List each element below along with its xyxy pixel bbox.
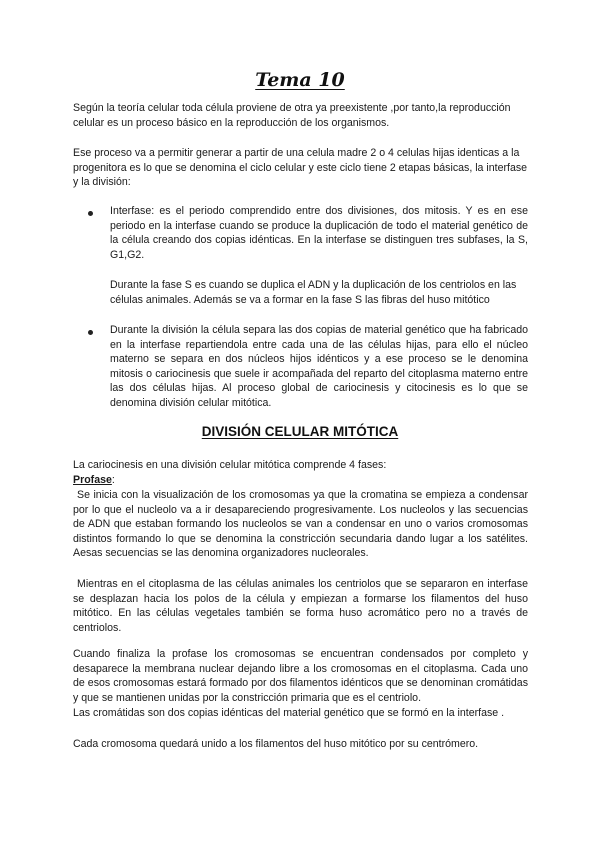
profase-colon: :	[111, 474, 115, 486]
bullet-division-text: Durante la división la célula separa las dos copias de material genético que ha fabricado en la interfase repartiendola entre cada una de las células hijas, para ello el núcleo materno se separa en dos núcleos hijos idénticos y a ese proceso se le denomina mitosis o cariocinesis que suele ir acompañada del reparto del citoplasma materno entre las dos células hijas. Al proceso global de cariocinesis y citocinesis es lo que se denomina división celular mitótica.	[110, 324, 528, 409]
profase-paragraph-3b: Las cromátidas son dos copias idénticas del material genético que se formó en la interfase .	[73, 707, 505, 719]
profase-paragraph-2: Mientras en el citoplasma de las células animales los centriolos que se separaron en interfase se desplazan hacia los polos de la célula y empiezan a formarse los filamentos del huso mitótico. En las células vegetales también se forma huso acromático pero no a través de centriolos.	[73, 578, 528, 634]
intro-paragraph-1: Según la teoría celular toda célula proviene de otra ya preexistente ,por tanto,la reproducción celular es un proceso básico en la reproducción de los organismos.	[73, 102, 511, 129]
section-heading: DIVISIÓN CELULAR MITÓTICA	[201, 424, 399, 439]
profase-paragraph-4: Cada cromosoma quedará unido a los filamentos del huso mitótico por su centrómero.	[73, 738, 479, 750]
bullet-interfase-fase-s-text: Durante la fase S es cuando se duplica el ADN y la duplicación de los centriolos en las células animales. Además se va a formar en la fase S las fibras del huso mitótico	[110, 279, 517, 306]
bullet-dot-interfase	[88, 211, 93, 216]
profase-paragraph-1: Se inicia con la visualización de los cromosomas ya que la cromatina se empieza a condensar por lo que el nucleolo va a ir desapareciendo progresivamente. Los nucleolos y las secuencias de ADN que estaban formando los nucleolos se van a condensar en uno o varios cromosomas distintos formando lo que se denomina la constricción secundaria dando lugar a los satélites. Aesas secuencias se las denomina organizadores nucleorales.	[73, 489, 528, 560]
bullet-interfase-text: Interfase: es el periodo comprendido entre dos divisiones, dos mitosis. Y es en ese periodo en la interfase cuando se produce la duplicación de todo el material genético de la célula creando dos copias idénticas. En la interfase se distinguen tres subfases, la S, G1,G2.	[110, 205, 528, 261]
section-intro: La cariocinesis en una división celular mitótica comprende 4 fases:	[73, 459, 387, 471]
intro-paragraph-2: Ese proceso va a permitir generar a partir de una celula madre 2 o 4 celulas hijas identicas a la progenitora es lo que se denomina el ciclo celular y este ciclo tiene 2 etapas básicas, la interfase y la división:	[73, 147, 528, 189]
profase-heading	[73, 473, 528, 488]
profase-label: Profase	[73, 474, 112, 486]
page-title: Tema 10	[255, 69, 345, 91]
bullet-dot-division	[88, 330, 93, 335]
profase-paragraph-3: Cuando finaliza la profase los cromosomas se encuentran condensados por completo y desaparece la membrana nuclear dejando libre a los cromosomas en el citoplasma. Cada uno de esos cromosomas estará formado por dos filamentos idénticos que se denominan cromátidas y que se mantienen unidas por la constricción primaria que es el centriolo.	[73, 648, 528, 704]
